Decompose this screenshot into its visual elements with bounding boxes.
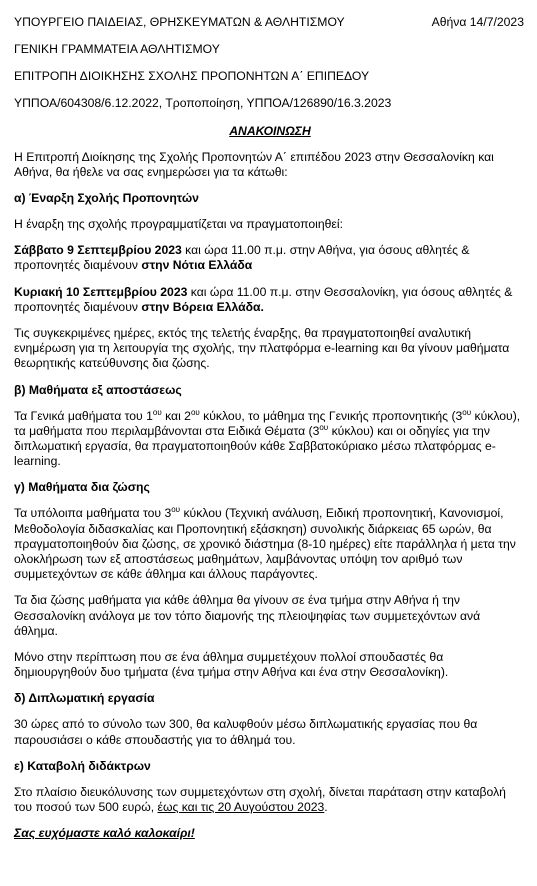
section-b-text: Τα Γενικά μαθήματα του 1 — [14, 408, 153, 423]
ordinal-sup: ου — [171, 505, 181, 515]
committee-name: ΕΠΙΤΡΟΠΗ ΔΙΟΙΚΗΣΗΣ ΣΧΟΛΗΣ ΠΡΟΠΟΝΗΤΩΝ Α΄ ΕΠΙΠΕΔΟΥ — [14, 69, 370, 84]
section-c-paragraph-2: Τα δια ζώσης μαθήματα για κάθε άθλημα θα γίνουν σε ένα τμήμα στην Αθήνα ή την Θεσσαλονίκη ανάλογα με τον τόπο διαμονής της πλειοψηφίας των συμμετεχόντων ανά άθλημα. — [14, 593, 481, 638]
ordinal-sup: ου — [319, 422, 329, 432]
ordinal-sup: ου — [152, 407, 162, 417]
section-c-heading: γ) Μαθήματα δια ζώσης — [14, 480, 150, 495]
athens-region: στην Νότια Ελλάδα — [141, 258, 253, 273]
thessaloniki-details: και ώρα 11.00 π.μ. στην Θεσσαλονίκη, για όσους αθλητές & προπονητές διαμένουν — [14, 284, 513, 314]
section-b-heading: β) Μαθήματα εξ αποστάσεως — [14, 382, 182, 397]
section-b-body — [14, 409, 526, 470]
closing-wishes: Σας ευχόμαστε καλό καλοκαίρι! — [14, 826, 195, 841]
ministry-name: ΥΠΟΥΡΓΕΙΟ ΠΑΙΔΕΙΑΣ, ΘΡΗΣΚΕΥΜΑΤΩΝ & ΑΘΛΗΤΙΣΜΟΥ — [14, 15, 345, 29]
section-b-text: κύκλου), τα μαθήματα που περιλαμβάνονται στα Ειδικά Θέματα (3 — [14, 408, 521, 438]
document-title: ΑΝΑΚΟΙΝΩΣΗ — [229, 123, 311, 138]
section-c-paragraph-3: Μόνο στην περίπτωση που σε ένα άθλημα συμμετέχουν πολλοί σπουδαστές θα δημιουργηθούν δυο τμήματα (ένα τμήμα στην Αθήνα και ένα στην Θεσσαλονίκη). — [14, 650, 449, 680]
section-d-heading: δ) Διπλωματική εργασία — [14, 691, 155, 706]
section-a-heading: α) Έναρξη Σχολής Προπονητών — [14, 191, 199, 206]
thessaloniki-region: στην Βόρεια Ελλάδα. — [141, 299, 264, 314]
section-c-text: κύκλου (Τεχνική ανάλυση, Ειδική προπονητική, Κανονισμοί, Μεθοδολογία διδασκαλίας και Προπονητική εξάσκηση) συνολικής διάρκειας 65 ωρών, θα πραγματοποιηθούν δια ζώσης, σε χρονικό διάστημα (8-10 ημέρες) είτε παράλληλα ή μετα την ολοκλήρωση των εξ αποστάσεως μαθημάτων, λαμβάνοντας υπόψη τον αριθμό των συμμετεχόντων σε κάθε άθλημα και άλλους παράγοντες. — [14, 506, 516, 582]
section-a-body: Τις συγκεκριμένες ημέρες, εκτός της τελετής έναρξης, θα πραγματοποιηθεί αναλυτική ενημέρωση για τη λειτουργία της σχολής, την πλατφόρμα e-learning και θα γίνουν μαθήματα θεωρητικής κατεύθυνσης δια ζώσης. — [14, 326, 510, 371]
document-date: Αθήνα 14/7/2023 — [431, 15, 524, 29]
section-a-date-thessaloniki — [14, 285, 526, 315]
section-c-text: Τα υπόλοιπα μαθήματα του 3 — [14, 506, 172, 521]
section-b-text: κύκλου, το μάθημα της Γενικής προπονητικής (3 — [199, 408, 463, 423]
section-e-heading: ε) Καταβολή διδάκτρων — [14, 758, 151, 773]
section-d-body: 30 ώρες από το σύνολο των 300, θα καλυφθούν μέσω διπλωματικής εργασίας που θα παρουσιάσει ο κάθε σπουδαστής για το άθλημά του. — [14, 717, 478, 747]
section-e-body — [14, 785, 526, 815]
payment-deadline: έως και τις 20 Αυγούστου 2023 — [157, 800, 325, 815]
ordinal-sup: ου — [190, 407, 200, 417]
athens-details: και ώρα 11.00 π.μ. στην Αθήνα, για όσους αθλητές & προπονητές διαμένουν — [14, 243, 470, 273]
section-e-text: Στο πλαίσιο διευκόλυνσης των συμμετεχόντων στη σχολή, δίνεται παράταση στην καταβολή του ποσού των 500 ευρώ, — [14, 784, 506, 815]
thessaloniki-date: Κυριακή 10 Σεπτεμβρίου 2023 — [14, 284, 188, 299]
announcement-document — [14, 15, 526, 841]
reference-numbers: ΥΠΠΟΑ/604308/6.12.2022, Τροποποίηση, ΥΠΠΟΑ/126890/16.3.2023 — [14, 96, 392, 111]
intro-paragraph: Η Επιτροπή Διοίκησης της Σχολής Προπονητών Α΄ επιπέδου 2023 στην Θεσσαλονίκη και Αθήνα, θα ήθελε να σας ενημερώσει για τα κάτωθι: — [14, 149, 494, 179]
athens-date: Σάββατο 9 Σεπτεμβρίου 2023 — [14, 243, 182, 258]
header-line-1 — [14, 15, 526, 30]
section-b-text: και 2 — [161, 408, 191, 423]
section-c-paragraph-1 — [14, 506, 526, 582]
section-a-lead: Η έναρξη της σχολής προγραμματίζεται να πραγματοποιηθεί: — [14, 217, 343, 232]
section-e-end: . — [324, 800, 328, 815]
section-b-text: κύκλου) και οι οδηγίες για την διπλωματική εργασία, θα πραγματοποιηθούν κάθε Σαββατοκύριακο μέσω πλατφόρμας e-learning. — [14, 423, 496, 469]
secretariat-name: ΓΕΝΙΚΗ ΓΡΑΜΜΑΤΕΙΑ ΑΘΛΗΤΙΣΜΟΥ — [14, 42, 220, 56]
section-a-date-athens — [14, 243, 526, 273]
ordinal-sup: ου — [462, 407, 472, 417]
